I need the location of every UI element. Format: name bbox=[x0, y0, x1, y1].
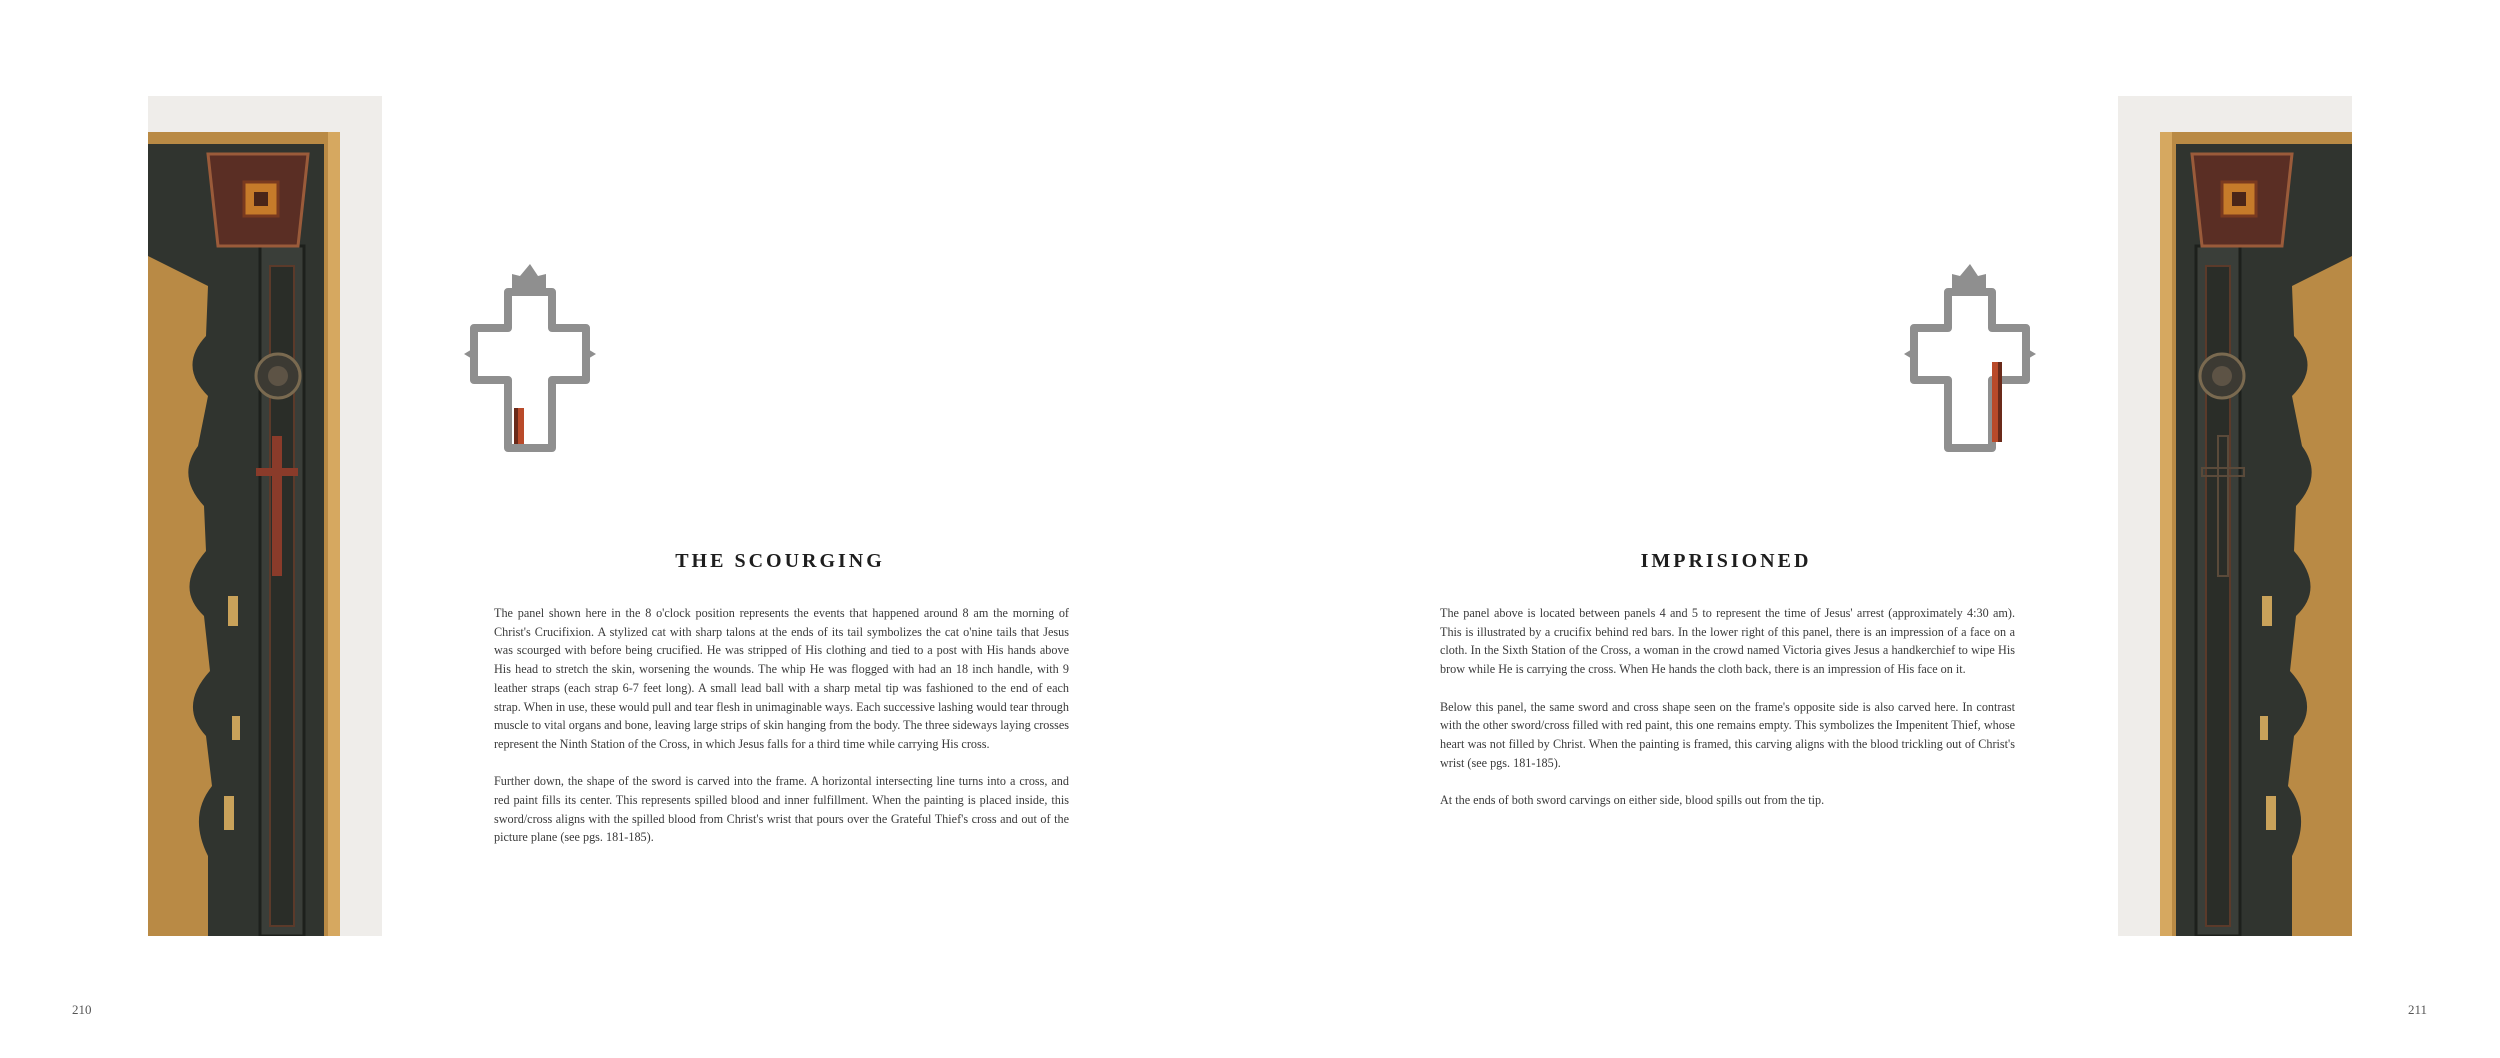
left-page-heading: THE SCOURGING bbox=[675, 550, 885, 572]
left-frame-photo bbox=[148, 96, 382, 936]
cross-emblem-icon bbox=[1900, 258, 2040, 452]
right-page-body bbox=[1440, 604, 2015, 828]
carved-frame-right-icon bbox=[2118, 96, 2352, 936]
page-number-right: 211 bbox=[2408, 1002, 2428, 1017]
page-number-left: 210 bbox=[72, 1002, 92, 1017]
carved-frame-left-icon bbox=[148, 96, 382, 936]
right-page-heading: IMPRISIONED bbox=[1640, 550, 1812, 572]
left-paragraph: Further down, the shape of the sword is carved into the frame. A horizontal intersecting line turns into a cross, and red paint fills its center. This represents spilled blood and inner fulfillment. When the painting is placed inside, this sword/cross aligns with the spilled blood from Christ's wrist that pours over the Grateful Thief's cross and out of the picture plane (see pgs. 181-185). bbox=[494, 774, 1069, 845]
right-paragraph: At the ends of both sword carvings on either side, blood spills out from the tip. bbox=[1440, 793, 1825, 807]
right-paragraph: The panel above is located between panels 4 and 5 to represent the time of Jesus' arrest (approximately 4:30 am). This is illustrated by a crucifix behind red bars. In the lower right of this panel, there is an impression of a face on a cloth. In the Sixth Station of the Cross, a woman in the crowd named Victoria gives Jesus a handkerchief to wipe His brow while He is carrying the cross. When He hands the cloth back, there is an impression of His face on it. bbox=[1440, 606, 2015, 677]
left-paragraph: The panel shown here in the 8 o'clock position represents the events that happened around 8 am the morning of Christ's Crucifixion. A stylized cat with sharp talons at the ends of its tail symbolizes the cat o'nine tails that Jesus was scourged with before being crucified. He was stripped of His clothing and tied to a post with His hands above His head to stretch the skin, worsening the wounds. The whip He was flogged with had an 18 inch handle, with 9 leather straps (each strap 6-7 feet long). A small lead ball with a sharp metal tip was fashioned to the end of each strap. When in use, these would pull and tear flesh in unimaginable ways. Each successive lashing would tear through muscle to vital organs and bone, leaving large strips of skin hanging from the body. The three sideways laying crosses represent the Ninth Station of the Cross, in which Jesus falls for a third time while carrying His cross. bbox=[494, 606, 1069, 751]
cross-emblem-icon bbox=[460, 258, 600, 452]
right-frame-photo bbox=[2118, 96, 2352, 936]
right-paragraph: Below this panel, the same sword and cross shape seen on the frame's opposite side is also carved here. In contrast with the other sword/cross filled with red paint, this one remains empty. This symbolizes the Impenitent Thief, whose heart was not filled by Christ. When the painting is framed, this carving aligns with the blood trickling out of Christ's wrist (see pgs. 181-185). bbox=[1440, 699, 2015, 770]
left-page-body bbox=[494, 604, 1069, 866]
